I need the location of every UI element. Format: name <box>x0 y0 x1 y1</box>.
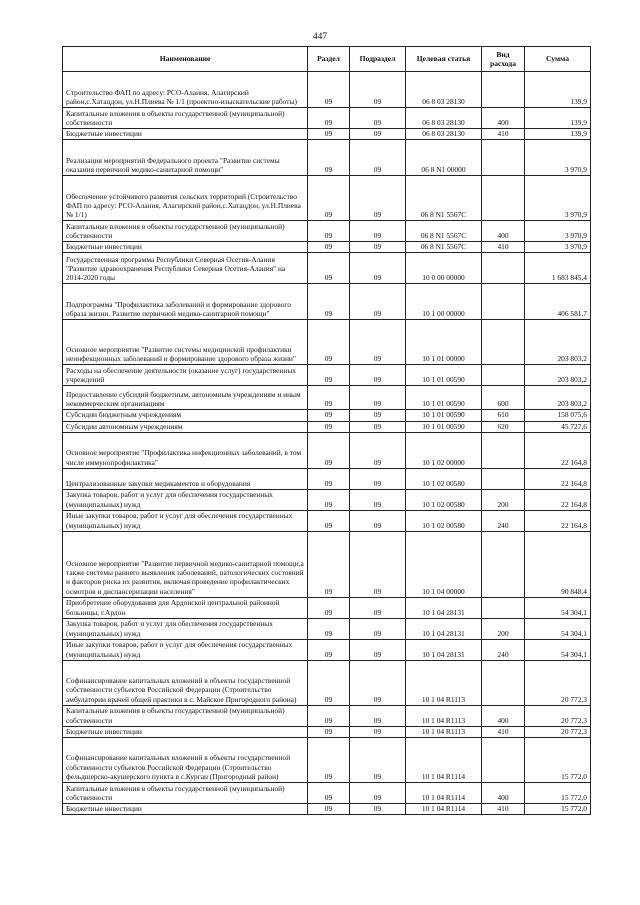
cell-target: 10 1 04 R1114 <box>406 783 482 804</box>
cell-name: Основное мероприятие "Развитие системы медицинской профилактики неинфекционных заболеваний и формирование здорового образа жизни" <box>63 320 308 365</box>
table-row <box>63 489 591 510</box>
cell-target: 06 8 03 28130 <box>406 72 482 108</box>
table-row <box>63 320 591 365</box>
cell-name: Централизованные закупки медикаментов и оборудования <box>63 468 308 489</box>
cell-kind: 600 <box>482 386 525 410</box>
cell-name: Предоставление субсидий бюджетным, автономным учреждениям и иным некоммерческим организациям <box>63 386 308 410</box>
cell-kind <box>482 253 525 284</box>
table-row <box>63 72 591 108</box>
cell-sum: 3 970,9 <box>525 242 591 253</box>
cell-section: 09 <box>308 639 350 660</box>
cell-section: 09 <box>308 783 350 804</box>
cell-kind <box>482 284 525 320</box>
cell-name: Бюджетные инвестиции <box>63 726 308 737</box>
cell-sum: 139,9 <box>525 129 591 140</box>
cell-name: Реализация мероприятий Федерального проекта "Развитие системы оказания первичной медико-санитарной помощи" <box>63 140 308 176</box>
cell-section: 09 <box>308 705 350 726</box>
cell-subsection: 09 <box>350 618 406 639</box>
cell-sum: 22 164,8 <box>525 432 591 468</box>
cell-sum: 139,9 <box>525 72 591 108</box>
cell-name: Основное мероприятие "Развитие первичной медико-санитарной помощи,а также системы раннего выявления заболеваний, патологических состояний и факторов риска их развития, включая проведение профилактических осмотров и диспансеризации населения" <box>63 531 308 597</box>
budget-table <box>62 46 591 815</box>
cell-subsection: 09 <box>350 320 406 365</box>
cell-subsection: 09 <box>350 468 406 489</box>
table-row <box>63 726 591 737</box>
cell-kind <box>482 320 525 365</box>
cell-sum: 203 803,2 <box>525 320 591 365</box>
table-header-row <box>63 47 591 72</box>
cell-target: 10 1 02 00580 <box>406 489 482 510</box>
cell-target: 10 1 02 00580 <box>406 468 482 489</box>
cell-sum: 15 772,0 <box>525 783 591 804</box>
cell-sum: 3 970,9 <box>525 140 591 176</box>
cell-sum: 90 848,4 <box>525 531 591 597</box>
table-row <box>63 783 591 804</box>
cell-sum: 3 970,9 <box>525 176 591 221</box>
cell-section: 09 <box>308 432 350 468</box>
cell-target: 10 1 01 00590 <box>406 421 482 432</box>
cell-section: 09 <box>308 531 350 597</box>
cell-subsection: 09 <box>350 660 406 705</box>
cell-section: 09 <box>308 129 350 140</box>
cell-sum: 158 075,6 <box>525 410 591 421</box>
cell-name: Бюджетные инвестиции <box>63 129 308 140</box>
table-row <box>63 597 591 618</box>
cell-section: 09 <box>308 421 350 432</box>
cell-subsection: 09 <box>350 253 406 284</box>
cell-kind <box>482 72 525 108</box>
cell-kind <box>482 140 525 176</box>
header-name: Наименование <box>63 47 308 72</box>
cell-kind <box>482 468 525 489</box>
cell-name: Закупка товаров, работ и услуг для обеспечения государственных (муниципальных) нужд <box>63 489 308 510</box>
cell-sum: 15 772,0 <box>525 804 591 815</box>
cell-sum: 406 581,7 <box>525 284 591 320</box>
cell-section: 09 <box>308 597 350 618</box>
cell-kind: 410 <box>482 804 525 815</box>
cell-target: 10 1 01 00590 <box>406 386 482 410</box>
cell-name: Капитальные вложения в объекты государственной (муниципальной) собственности <box>63 705 308 726</box>
cell-kind: 400 <box>482 783 525 804</box>
cell-sum: 54 304,1 <box>525 597 591 618</box>
cell-section: 09 <box>308 510 350 531</box>
cell-subsection: 09 <box>350 140 406 176</box>
cell-section: 09 <box>308 242 350 253</box>
cell-subsection: 09 <box>350 108 406 129</box>
table-row <box>63 410 591 421</box>
cell-kind: 240 <box>482 639 525 660</box>
cell-subsection: 09 <box>350 421 406 432</box>
cell-target: 10 1 01 00590 <box>406 365 482 386</box>
cell-sum: 15 772,0 <box>525 738 591 783</box>
cell-target: 10 1 04 28131 <box>406 618 482 639</box>
cell-target: 10 0 00 00000 <box>406 253 482 284</box>
cell-kind: 400 <box>482 705 525 726</box>
cell-name: Подпрограмма "Профилактика заболеваний и формирование здорового образа жизни. Развитие первичной медико-санитарной помощи" <box>63 284 308 320</box>
cell-target: 10 1 04 28131 <box>406 597 482 618</box>
table-row <box>63 660 591 705</box>
cell-name: Субсидии автономным учреждениям <box>63 421 308 432</box>
cell-target: 10 1 04 R1114 <box>406 804 482 815</box>
cell-name: Бюджетные инвестиции <box>63 242 308 253</box>
cell-section: 09 <box>308 468 350 489</box>
cell-section: 09 <box>308 284 350 320</box>
table-row <box>63 804 591 815</box>
header-section: Раздел <box>308 47 350 72</box>
cell-name: Капитальные вложения в объекты государственной (муниципальной) собственности <box>63 108 308 129</box>
header-target: Целевая статья <box>406 47 482 72</box>
cell-name: Обеспечение устойчивого развития сельских территорий (Строительство ФАП по адресу: РСО-Алания, Алагирский район,с.Хатацдон, ул.Н.Плиева № 1/1) <box>63 176 308 221</box>
table-row <box>63 639 591 660</box>
cell-name: Капитальные вложения в объекты государственной (муниципальной) собственности <box>63 783 308 804</box>
table-row <box>63 140 591 176</box>
cell-section: 09 <box>308 108 350 129</box>
cell-target: 10 1 04 R1113 <box>406 726 482 737</box>
cell-name: Закупка товаров, работ и услуг для обеспечения государственных (муниципальных) нужд <box>63 618 308 639</box>
cell-section: 09 <box>308 386 350 410</box>
table-row <box>63 618 591 639</box>
cell-name: Субсидии бюджетным учреждениям <box>63 410 308 421</box>
cell-target: 10 1 04 00000 <box>406 531 482 597</box>
cell-subsection: 09 <box>350 804 406 815</box>
cell-target: 10 1 04 R1113 <box>406 660 482 705</box>
cell-subsection: 09 <box>350 410 406 421</box>
cell-section: 09 <box>308 738 350 783</box>
cell-sum: 20 772,3 <box>525 705 591 726</box>
cell-target: 10 1 00 00000 <box>406 284 482 320</box>
cell-section: 09 <box>308 660 350 705</box>
cell-subsection: 09 <box>350 597 406 618</box>
cell-sum: 1 683 845,4 <box>525 253 591 284</box>
header-subsection: Подраздел <box>350 47 406 72</box>
cell-section: 09 <box>308 221 350 242</box>
cell-name: Приобретение оборудования для Ардонской центральной районной больницы, г.Ардон <box>63 597 308 618</box>
table-row <box>63 531 591 597</box>
cell-sum: 22 164,8 <box>525 468 591 489</box>
table-row <box>63 253 591 284</box>
cell-target: 10 1 01 00000 <box>406 320 482 365</box>
cell-kind: 620 <box>482 421 525 432</box>
cell-subsection: 09 <box>350 510 406 531</box>
cell-target: 10 1 04 R1114 <box>406 738 482 783</box>
cell-name: Бюджетные инвестиции <box>63 804 308 815</box>
cell-sum: 203 803,2 <box>525 386 591 410</box>
cell-kind: 410 <box>482 242 525 253</box>
cell-subsection: 09 <box>350 242 406 253</box>
cell-kind: 200 <box>482 618 525 639</box>
cell-kind <box>482 660 525 705</box>
cell-target: 06 8 N1 00000 <box>406 140 482 176</box>
cell-section: 09 <box>308 489 350 510</box>
table-row <box>63 221 591 242</box>
cell-name: Софинансирование капитальных вложений в объекты государственной собственности субъектов Российской Федерации (Строительство амбулатории врачей общей практики в с. Майское Пригородного района) <box>63 660 308 705</box>
cell-sum: 54 304,1 <box>525 618 591 639</box>
cell-section: 09 <box>308 176 350 221</box>
cell-name: Капитальные вложения в объекты государственной (муниципальной) собственности <box>63 221 308 242</box>
cell-kind: 400 <box>482 108 525 129</box>
page-number: 447 <box>312 32 328 42</box>
table-row <box>63 129 591 140</box>
cell-section: 09 <box>308 726 350 737</box>
cell-subsection: 09 <box>350 726 406 737</box>
cell-subsection: 09 <box>350 783 406 804</box>
cell-kind: 410 <box>482 726 525 737</box>
table-row <box>63 284 591 320</box>
cell-subsection: 09 <box>350 365 406 386</box>
cell-kind <box>482 738 525 783</box>
table-row <box>63 468 591 489</box>
cell-name: Государственная программа Республики Северная Осетия-Алания "Развитие здравоохранения Республики Северная Осетия-Алания" на 2014-2020 годы <box>63 253 308 284</box>
table-row <box>63 421 591 432</box>
cell-subsection: 09 <box>350 72 406 108</box>
cell-name: Основное мероприятие "Профилактика инфекционных заболеваний, в том числе иммунопрофилактика" <box>63 432 308 468</box>
cell-name: Софинансирование капитальных вложений в объекты государственной собственности субъектов Российской Федерации (Строительство фельдшерско-акушерского пункта в с.Курган (Пригородный район) <box>63 738 308 783</box>
cell-sum: 20 772,3 <box>525 660 591 705</box>
table-row <box>63 705 591 726</box>
cell-section: 09 <box>308 140 350 176</box>
cell-target: 10 1 02 00580 <box>406 510 482 531</box>
cell-sum: 45 727,6 <box>525 421 591 432</box>
cell-kind: 200 <box>482 489 525 510</box>
cell-sum: 20 772,3 <box>525 726 591 737</box>
cell-kind <box>482 432 525 468</box>
cell-kind: 400 <box>482 221 525 242</box>
cell-target: 06 8 03 28130 <box>406 108 482 129</box>
header-sum: Сумма <box>525 47 591 72</box>
cell-subsection: 09 <box>350 489 406 510</box>
cell-target: 10 1 04 28131 <box>406 639 482 660</box>
cell-section: 09 <box>308 253 350 284</box>
cell-sum: 3 970,9 <box>525 221 591 242</box>
cell-target: 10 1 02 00000 <box>406 432 482 468</box>
cell-section: 09 <box>308 72 350 108</box>
header-kind: Вид расхода <box>482 47 525 72</box>
cell-subsection: 09 <box>350 284 406 320</box>
table-row <box>63 510 591 531</box>
cell-kind: 240 <box>482 510 525 531</box>
cell-section: 09 <box>308 804 350 815</box>
cell-kind <box>482 597 525 618</box>
cell-subsection: 09 <box>350 221 406 242</box>
cell-sum: 203 803,2 <box>525 365 591 386</box>
cell-target: 06 8 03 28130 <box>406 129 482 140</box>
table-row <box>63 365 591 386</box>
cell-target: 06 8 N1 5567C <box>406 176 482 221</box>
cell-sum: 22 164,8 <box>525 510 591 531</box>
cell-section: 09 <box>308 365 350 386</box>
cell-section: 09 <box>308 618 350 639</box>
table-row <box>63 176 591 221</box>
cell-section: 09 <box>308 410 350 421</box>
cell-subsection: 09 <box>350 705 406 726</box>
table-row <box>63 108 591 129</box>
cell-target: 06 8 N1 5567C <box>406 221 482 242</box>
cell-name: Расходы на обеспечение деятельности (оказание услуг) государственных учреждений <box>63 365 308 386</box>
cell-target: 10 1 04 R1113 <box>406 705 482 726</box>
table-row <box>63 242 591 253</box>
cell-kind <box>482 176 525 221</box>
cell-name: Иные закупки товаров, работ и услуг для обеспечения государственных (муниципальных) нужд <box>63 639 308 660</box>
cell-target: 06 8 N1 5567C <box>406 242 482 253</box>
cell-subsection: 09 <box>350 386 406 410</box>
cell-subsection: 09 <box>350 176 406 221</box>
cell-section: 09 <box>308 320 350 365</box>
cell-subsection: 09 <box>350 738 406 783</box>
cell-target: 10 1 01 00590 <box>406 410 482 421</box>
cell-kind <box>482 365 525 386</box>
cell-subsection: 09 <box>350 432 406 468</box>
cell-kind <box>482 531 525 597</box>
table-row <box>63 432 591 468</box>
cell-subsection: 09 <box>350 531 406 597</box>
cell-sum: 54 304,1 <box>525 639 591 660</box>
cell-subsection: 09 <box>350 129 406 140</box>
table-body <box>63 72 591 815</box>
cell-subsection: 09 <box>350 639 406 660</box>
cell-sum: 22 164,8 <box>525 489 591 510</box>
cell-sum: 139,9 <box>525 108 591 129</box>
table-row <box>63 386 591 410</box>
cell-name: Иные закупки товаров, работ и услуг для обеспечения государственных (муниципальных) нужд <box>63 510 308 531</box>
table-row <box>63 738 591 783</box>
cell-kind: 410 <box>482 129 525 140</box>
cell-name: Строительство ФАП по адресу: РСО-Алания, Алагирский район,с.Хатацдон, ул.Н.Плиева № 1/1 (проектно-изыскательские работы) <box>63 72 308 108</box>
cell-kind: 610 <box>482 410 525 421</box>
